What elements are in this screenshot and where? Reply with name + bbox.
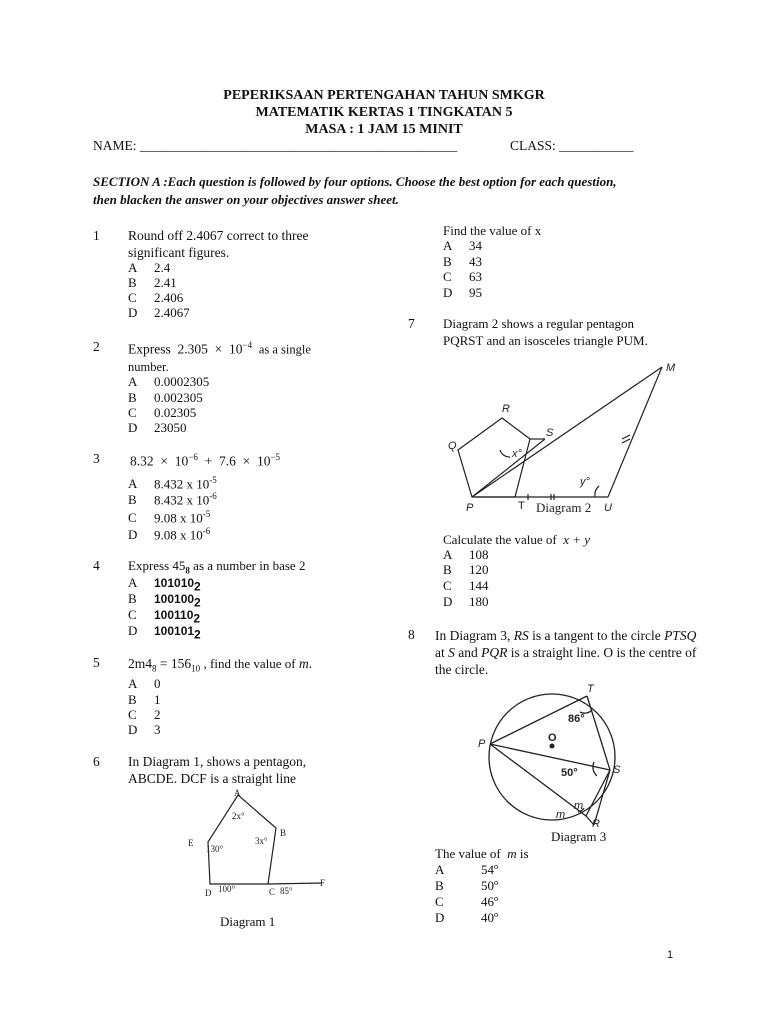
q1-text-line1: Round off 2.4067 correct to three bbox=[128, 228, 309, 243]
q3-option-d: D 9.08 x $10^{-6}$ bbox=[128, 526, 211, 543]
q5-option-b: B 1 bbox=[128, 692, 161, 707]
diagram-3-label-o: O bbox=[548, 732, 557, 744]
diagram-3-angle-50: 50° bbox=[561, 767, 578, 779]
q6-text-line1: In Diagram 1, shows a pentagon, bbox=[128, 754, 307, 769]
exam-subtitle: MATEMATIK KERTAS 1 TINGKATAN 5 bbox=[255, 105, 513, 120]
page-number: 1 bbox=[667, 949, 674, 961]
diagram-1-label-c: C bbox=[269, 887, 276, 897]
q4-option-b: B $100100_2$ bbox=[128, 591, 201, 610]
instructions-line2: then blacken the answer on your objectives answer sheet. bbox=[93, 192, 399, 207]
diagram-3-label-p: P bbox=[478, 738, 486, 750]
diagram-2-angle-x: x° bbox=[512, 448, 522, 460]
q2-option-c: C 0.02305 bbox=[128, 405, 197, 420]
q2-option-a: A 0.0002305 bbox=[128, 374, 210, 389]
diagram-1-angle-a: 2x° bbox=[232, 811, 245, 821]
q6-option-a: A 34 bbox=[443, 238, 482, 253]
diagram-1-caption: Diagram 1 bbox=[220, 914, 276, 929]
diagram-1-angle-c: 85° bbox=[280, 886, 293, 896]
q3-number: 3 bbox=[93, 451, 100, 466]
diagram-1-angle-b: 3x° bbox=[255, 836, 268, 846]
diagram-1-label-e: E bbox=[188, 838, 194, 848]
q2-text-line2: number. bbox=[128, 360, 169, 374]
q5-text: $2m4_8 = 156_{10}$ , find the value of m. bbox=[128, 656, 313, 674]
q7-text-line1: Diagram 2 shows a regular pentagon bbox=[443, 316, 634, 331]
q1-option-b: B 2.41 bbox=[128, 275, 177, 290]
diagram-3-label-t: T bbox=[587, 683, 594, 695]
section-a-instructions bbox=[93, 174, 693, 208]
diagram-2-label-t: T bbox=[518, 500, 525, 512]
q8-option-a: A 54º bbox=[435, 862, 499, 877]
exam-title: PEPERIKSAAN PERTENGAHAN TAHUN SMKGR bbox=[223, 88, 545, 103]
q3-option-b: B 8.432 x $10^{-6}$ bbox=[128, 491, 217, 508]
diagram-3-caption: Diagram 3 bbox=[551, 829, 607, 844]
q5-option-c: C 2 bbox=[128, 707, 161, 722]
class-field: CLASS: ___________ bbox=[510, 138, 634, 153]
q1-number: 1 bbox=[93, 228, 100, 243]
q8-text-line1: In Diagram 3, RS is a tangent to the circle PTSQ bbox=[435, 628, 697, 643]
diagram-2-pentagon-triangle bbox=[440, 355, 690, 520]
q2-number: 2 bbox=[93, 339, 100, 354]
q8-option-d: D 40º bbox=[435, 910, 499, 925]
diagram-2-label-p: P bbox=[466, 502, 474, 514]
q5-option-a: A 0 bbox=[128, 676, 161, 691]
q8-number: 8 bbox=[408, 627, 415, 642]
diagram-1-label-f: F bbox=[320, 878, 326, 888]
q8-text-line3: the circle. bbox=[435, 662, 489, 677]
q6-option-b: B 43 bbox=[443, 254, 482, 269]
q6-text-line2: ABCDE. DCF is a straight line bbox=[128, 771, 296, 786]
q1-option-a: A 2.4 bbox=[128, 260, 171, 275]
name-field: NAME: _______________________________________________ bbox=[93, 138, 458, 153]
q1-option-c: C 2.406 bbox=[128, 290, 184, 305]
q5-option-d: D 3 bbox=[128, 722, 161, 737]
q3-expression: $8.32 \times 10^{-6} + 7.6 \times 10^{-5}$ bbox=[130, 452, 281, 469]
q8-text-line2: at S and PQR is a straight line. O is the centre of bbox=[435, 645, 697, 660]
q7-option-b: B 120 bbox=[443, 562, 489, 577]
q1-text-line2: significant figures. bbox=[128, 245, 230, 260]
q7-option-c: C 144 bbox=[443, 578, 489, 593]
q8-option-c: C 46º bbox=[435, 894, 499, 909]
q8-option-b: B 50º bbox=[435, 878, 499, 893]
q5-number: 5 bbox=[93, 655, 100, 670]
q6-option-c: C 63 bbox=[443, 269, 482, 284]
diagram-2-label-q: Q bbox=[448, 440, 457, 452]
q7-text-line2: PQRST and an isosceles triangle PUM. bbox=[443, 333, 648, 348]
diagram-3-angle-m2: m bbox=[556, 809, 566, 821]
q4-number: 4 bbox=[93, 558, 100, 573]
diagram-1-angle-d: 100° bbox=[218, 884, 236, 894]
q4-option-a: A $101010_2$ bbox=[128, 575, 201, 594]
q3-option-c: C 9.08 x $10^{-5}$ bbox=[128, 509, 211, 526]
diagram-3-circle bbox=[470, 680, 640, 845]
diagram-1-pentagon bbox=[170, 786, 340, 916]
diagram-1-angle-e: 130° bbox=[206, 844, 224, 854]
q2-option-d: D 23050 bbox=[128, 420, 187, 435]
q6-number: 6 bbox=[93, 754, 100, 769]
q8-text bbox=[435, 627, 696, 678]
diagram-3-angle-86: 86° bbox=[568, 713, 585, 725]
q4-option-d: D $100101_2$ bbox=[128, 623, 201, 642]
diagram-2-label-u: U bbox=[604, 502, 612, 514]
diagram-2-caption: Diagram 2 bbox=[536, 500, 592, 515]
diagram-2-label-r: R bbox=[502, 403, 510, 415]
diagram-3-angle-m1: m bbox=[574, 800, 584, 812]
q1-option-d: D 2.4067 bbox=[128, 305, 190, 320]
q6-find-x: Find the value of x bbox=[443, 223, 542, 238]
q7-text bbox=[443, 316, 648, 349]
diagram-2-label-m: M bbox=[666, 362, 676, 374]
q2-text-line1: Express $2.305 \times 10^{-4}$ as a single bbox=[128, 340, 311, 357]
diagram-3-label-r: R bbox=[592, 818, 600, 830]
q7-number: 7 bbox=[408, 316, 415, 331]
q6-option-d: D 95 bbox=[443, 285, 482, 300]
q1-text bbox=[128, 228, 308, 261]
q4-option-c: C $100110_2$ bbox=[128, 607, 201, 626]
q4-text: Express $45_8$ as a number in base 2 bbox=[128, 558, 306, 576]
diagram-3-label-s: S bbox=[613, 764, 621, 776]
q3-option-a: A 8.432 x $10^{-5}$ bbox=[128, 475, 217, 492]
exam-duration: MASA : 1 JAM 15 MINIT bbox=[305, 122, 463, 137]
q7-option-d: D 180 bbox=[443, 594, 489, 609]
diagram-1-label-a: A bbox=[234, 788, 241, 798]
diagram-1-label-d: D bbox=[205, 888, 212, 898]
diagram-3-center-dot bbox=[550, 744, 555, 749]
q8-value-of-m: The value of m is bbox=[435, 846, 529, 861]
q2-option-b: B 0.002305 bbox=[128, 390, 203, 405]
diagram-1-label-b: B bbox=[280, 828, 287, 838]
q7-option-a: A 108 bbox=[443, 547, 489, 562]
q7-calc: Calculate the value of x + y bbox=[443, 532, 591, 547]
diagram-2-label-s: S bbox=[546, 427, 554, 439]
diagram-2-angle-y: y° bbox=[580, 476, 590, 488]
q6-text bbox=[128, 754, 306, 787]
instructions-line1: SECTION A :Each question is followed by four options. Choose the best option for each question, bbox=[93, 174, 617, 189]
